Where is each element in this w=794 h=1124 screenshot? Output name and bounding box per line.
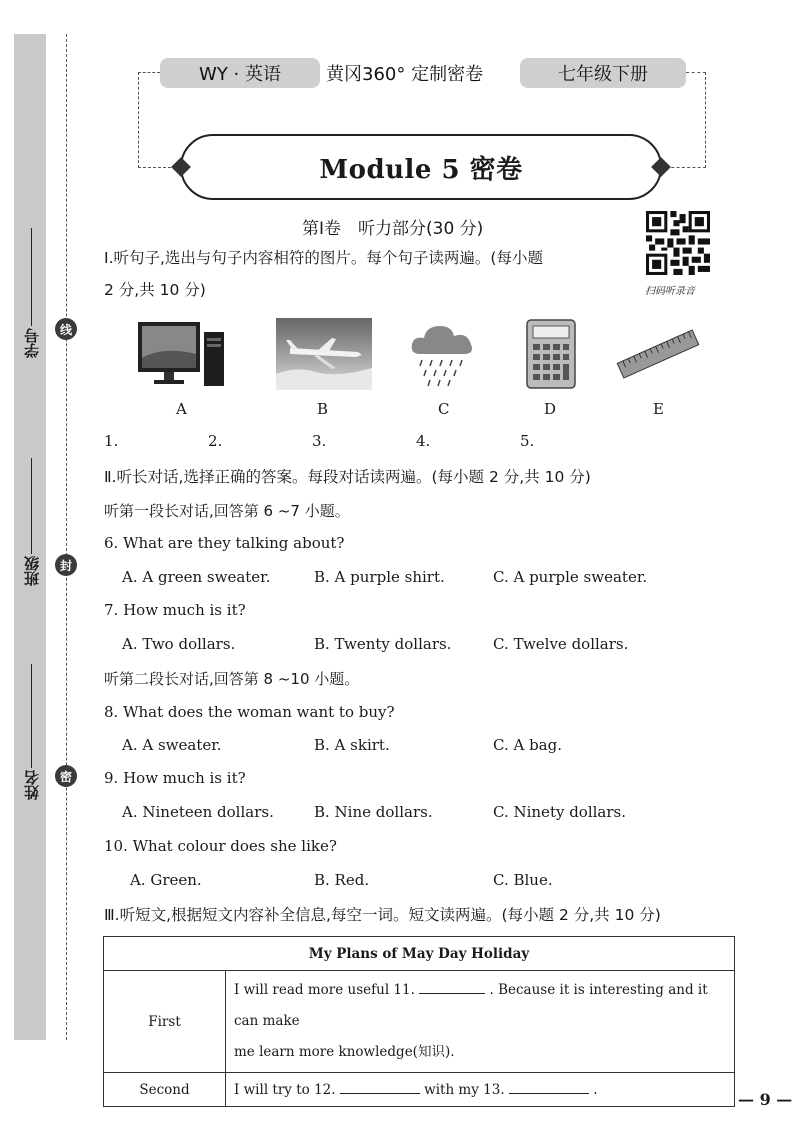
answer-number-3: 3. [312,432,327,450]
row-content-second [226,1073,735,1107]
picture-label-d: D [544,400,557,418]
answer-number-2: 2. [208,432,223,450]
seal-line-mark: 线 [55,318,77,340]
option-6c[interactable]: C. A purple sweater. [493,568,648,586]
option-7a[interactable]: A. Two dollars. [122,635,236,653]
part-heading: 第Ⅰ卷 听力部分(30 分) [302,219,484,239]
student-id-label: 学号 [22,328,41,358]
row-content-first [226,971,735,1073]
header-dash-right [686,72,706,73]
option-10c[interactable]: C. Blue. [493,871,553,889]
option-6a[interactable]: A. A green sweater. [122,568,271,586]
rain-cloud-icon [408,318,478,390]
seal-secret-mark: 密 [55,765,77,787]
qr-caption: 扫码听录音 [645,286,695,297]
option-9b[interactable]: B. Nine dollars. [314,803,433,821]
section1-instruction-line2: 2 分,共 10 分) [104,281,206,299]
question-7: 7. How much is it? [104,601,246,619]
option-7c[interactable]: C. Twelve dollars. [493,635,629,653]
binding-cut-line [66,34,67,1040]
option-6b[interactable]: B. A purple shirt. [314,568,445,586]
calculator-icon [523,318,579,390]
header-dash-left [138,72,160,73]
dialog1-instruction: 听第一段长对话,回答第 6 ~7 小题。 [104,502,350,520]
question-10: 10. What colour does she like? [104,837,337,855]
table-row-second [104,1073,735,1107]
dialog2-instruction: 听第二段长对话,回答第 8 ~10 小题。 [104,670,360,688]
row-label-second: Second [104,1073,226,1107]
row-first-text-c: me learn more knowledge(知识). [234,1044,455,1060]
option-8c[interactable]: C. A bag. [493,736,562,754]
question-9: 9. How much is it? [104,769,246,787]
row-second-text-c: . [593,1081,598,1098]
student-id-field[interactable] [20,228,42,358]
option-9a[interactable]: A. Nineteen dollars. [122,803,274,821]
computer-icon [134,318,230,390]
picture-label-b: B [317,400,329,418]
grade-badge: 七年级下册 [520,58,686,88]
airplane-icon [276,318,372,390]
page-number: — 9 — [738,1090,793,1109]
qr-code-icon[interactable] [646,210,710,276]
option-8b[interactable]: B. A skirt. [314,736,390,754]
class-field[interactable] [20,458,42,586]
subject-badge: WY · 英语 [160,58,320,88]
header-dash-right-vertical [705,72,706,168]
option-10a[interactable]: A. Green. [130,871,202,889]
plans-table [103,936,735,1107]
picture-label-a: A [176,400,187,418]
option-7b[interactable]: B. Twenty dollars. [314,635,452,653]
row-second-text-a: I will try to 12. [234,1081,336,1098]
blank-12[interactable] [340,1080,420,1094]
row-label-first: First [104,971,226,1073]
question-8: 8. What does the woman want to buy? [104,703,395,721]
series-title: 黄冈360° 定制密卷 [326,64,484,85]
option-10b[interactable]: B. Red. [314,871,370,889]
module-title: Module 5 密卷 [319,154,523,185]
name-label: 姓名 [22,770,41,800]
section2-instruction: Ⅱ.听长对话,选择正确的答案。每段对话读两遍。(每小题 2 分,共 10 分) [104,468,591,486]
option-9c[interactable]: C. Ninety dollars. [493,803,627,821]
picture-label-e: E [653,400,664,418]
seal-seal-mark: 封 [55,554,77,576]
row-first-text-a: I will read more useful 11. [234,982,415,998]
picture-label-c: C [438,400,450,418]
title-dash-right [666,167,706,168]
answer-number-1: 1. [104,432,119,450]
option-8a[interactable]: A. A sweater. [122,736,222,754]
table-row-first [104,971,735,1073]
class-label: 班级 [22,556,41,586]
row-second-text-b: with my 13. [424,1081,505,1098]
section1-instruction-line1: Ⅰ.听句子,选出与句子内容相符的图片。每个句子读两遍。(每小题 [104,249,543,267]
answer-number-5: 5. [520,432,535,450]
blank-11[interactable] [419,980,485,994]
ruler-icon [615,318,701,390]
blank-13[interactable] [509,1080,589,1094]
question-6: 6. What are they talking about? [104,534,345,552]
module-title-box [180,134,662,200]
header-dash-left-vertical [138,72,139,168]
row-first-text-b: . Because it is interesting and it can make [234,982,708,1029]
section3-instruction: Ⅲ.听短文,根据短文内容补全信息,每空一词。短文读两遍。(每小题 2 分,共 10 分) [104,906,661,924]
table-title: My Plans of May Day Holiday [104,937,735,971]
name-field[interactable] [20,664,42,800]
answer-number-4: 4. [416,432,431,450]
